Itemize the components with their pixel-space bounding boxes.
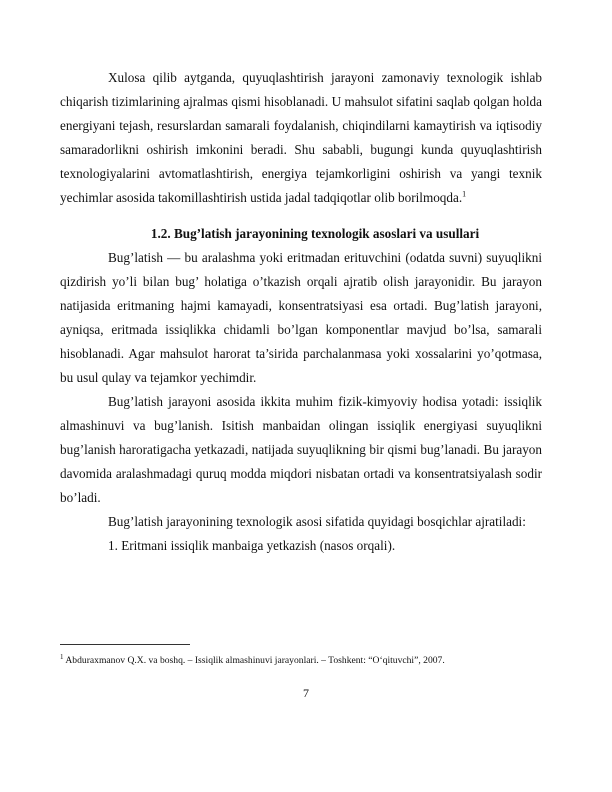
- footnote-number: 1: [60, 652, 64, 661]
- footnote: [60, 654, 550, 667]
- document-body: [60, 66, 542, 558]
- footnote-divider: [60, 644, 190, 645]
- paragraph-phenomena: Bug’latish jarayoni asosida ikkita muhim fizik-kimyoviy hodisa yotadi: issiqlik almashinuvi va bug’lanish. Isitish manbaidan olingan issiqlik energiyasi suyuqlikni bug’lanish haroratigacha yetkazadi, natijada suyuqlikning bir qismi bug’lanadi. Bu jarayon davomida aralashmadagi quruq modda miqdori nisbatan ortadi va konsentratsiyalash sodir bo’ladi.: [60, 394, 542, 505]
- paragraph-definition: Bug’latish — bu aralashma yoki eritmadan erituvchini (odatda suvni) suyuqlikni qizdirish yo’li bilan bug’ holatiga o’tkazish orqali ajratib olish jarayonidir. Bu jarayon natijasida eritmaning hajmi kamayadi, konsentratsiyasi esa ortadi. Bug’latish jarayoni, ayniqsa, eritmada issiqlikka chidamli bo’lgan komponentlar mavjud bo’lsa, samarali hisoblanadi. Agar mahsulot harorat ta’sirida parchalanmasa yoki xossalarini yo’qotmasa, bu usul qulay va tejamkor yechimdir.: [60, 250, 542, 385]
- list-item-stage-1: 1. Eritmani issiqlik manbaiga yetkazish (nasos orqali).: [108, 538, 396, 553]
- footnote-text: Abduraxmanov Q.X. va boshq. – Issiqlik almashinuvi jarayonlari. – Toshkent: “O‘qituvchi”, 2007.: [63, 655, 445, 666]
- paragraph-conclusion-text: Xulosa qilib aytganda, quyuqlashtirish jarayoni zamonaviy texnologik ishlab chiqarish tizimlarining ajralmas qismi hisoblanadi. U mahsulot sifatini saqlab qolgan holda energiyani tejash, resurslardan samarali foydalanish, chiqindilarni kamaytirish va iqtisodiy samaradorlikni oshirish imkonini beradi. Shu sababli, bugungi kunda quyuqlashtirish texnologiyalarini avtomatlashtirish, energiya tejamkorligini oshirish va yangi texnik yechimlar asosida takomillashtirish ustida jadal tadqiqotlar olib borilmoqda.: [60, 70, 542, 205]
- paragraph-conclusion: [60, 66, 542, 210]
- footnote-reference[interactable]: 1: [462, 189, 467, 199]
- paragraph-stages-intro: Bug’latish jarayonining texnologik asosi sifatida quyidagi bosqichlar ajratiladi:: [108, 514, 526, 529]
- page-number: 7: [303, 686, 309, 700]
- section-heading: 1.2. Bug’latish jarayonining texnologik asoslari va usullari: [150, 226, 480, 241]
